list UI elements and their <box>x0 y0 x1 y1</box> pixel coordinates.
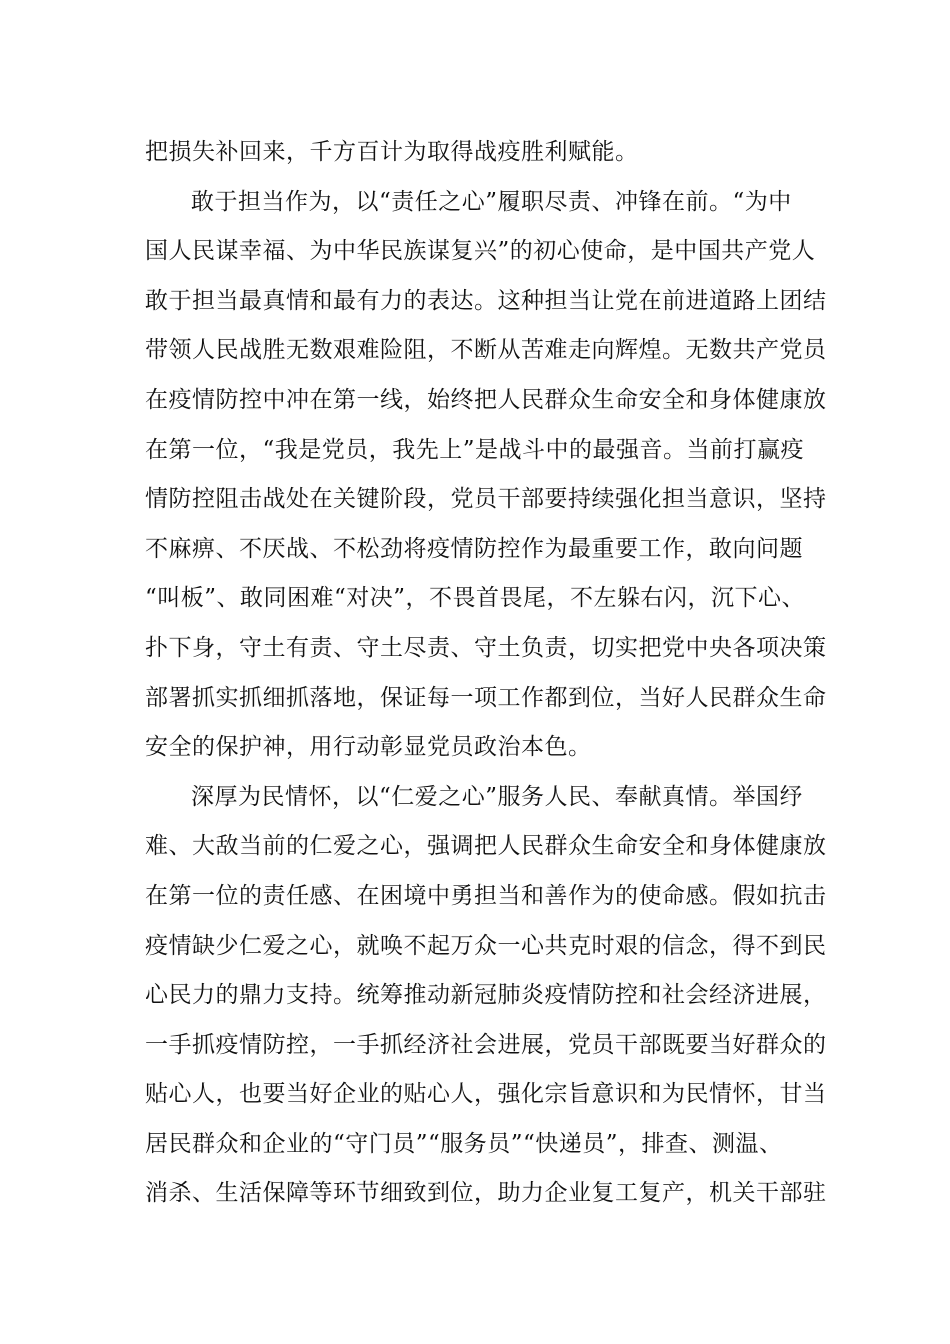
text-line: 把损失补回来，千方百计为取得战疫胜利赋能。 <box>145 139 639 165</box>
text-line: 疫情缺少仁爱之心，就唤不起万众一心共克时艰的信念，得不到民 <box>145 932 827 959</box>
text-line: 扑下身，守土有责、守土尽责、守土负责，切实把党中央各项决策 <box>145 634 827 661</box>
text-line: 居民群众和企业的“守门员”“服务员”“快递员”，排查、测温、 <box>145 1130 783 1157</box>
text-line: 消杀、生活保障等环节细致到位，助力企业复工复产，机关干部驻 <box>145 1180 827 1207</box>
text-line: 难、大敌当前的仁爱之心，强调把人民群众生命安全和身体健康放 <box>145 833 827 860</box>
text-line: 部署抓实抓细抓落地，保证每一项工作都到位，当好人民群众生命 <box>145 684 827 711</box>
text-line: 带领人民战胜无数艰难险阻，不断从苦难走向辉煌。无数共产党员 <box>145 337 827 364</box>
text-line: 贴心人，也要当好企业的贴心人，强化宗旨意识和为民情怀，甘当 <box>145 1081 827 1108</box>
text-line: 心民力的鼎力支持。统筹推动新冠肺炎疫情防控和社会经济进展， <box>145 982 827 1009</box>
text-line: 敢于担当最真情和最有力的表达。这种担当让党在前进道路上团结 <box>145 287 827 314</box>
text-line: 在第一位的责任感、在困境中勇担当和善作为的使命感。假如抗击 <box>145 882 827 909</box>
text-line: 一手抓疫情防控，一手抓经济社会进展，党员干部既要当好群众的 <box>145 1031 827 1058</box>
text-line: 情防控阻击战处在关键阶段，党员干部要持续强化担当意识，坚持 <box>145 486 827 513</box>
text-line: 安全的保护神，用行动彰显党员政治本色。 <box>145 734 592 761</box>
body-text <box>145 128 825 1219</box>
text-line: 在第一位，“我是党员，我先上”是战斗中的最强音。当前打赢疫 <box>145 436 805 463</box>
text-line: “叫板”、敢同困难“对决”，不畏首畏尾，不左躲右闪，沉下心、 <box>145 585 806 612</box>
paragraph-start-line: 深厚为民情怀，以“仁爱之心”服务人民、奉献真情。举国纾 <box>191 783 804 810</box>
text-line: 国人民谋幸福、为中华民族谋复兴”的初心使命，是中国共产党人 <box>145 238 816 265</box>
text-line: 不麻痹、不厌战、不松劲将疫情防控作为最重要工作，敢向问题 <box>145 535 803 562</box>
text-line: 在疫情防控中冲在第一线，始终把人民群众生命安全和身体健康放 <box>145 386 827 413</box>
paragraph-start-line: 敢于担当作为，以“责任之心”履职尽责、冲锋在前。“为中 <box>191 188 792 215</box>
